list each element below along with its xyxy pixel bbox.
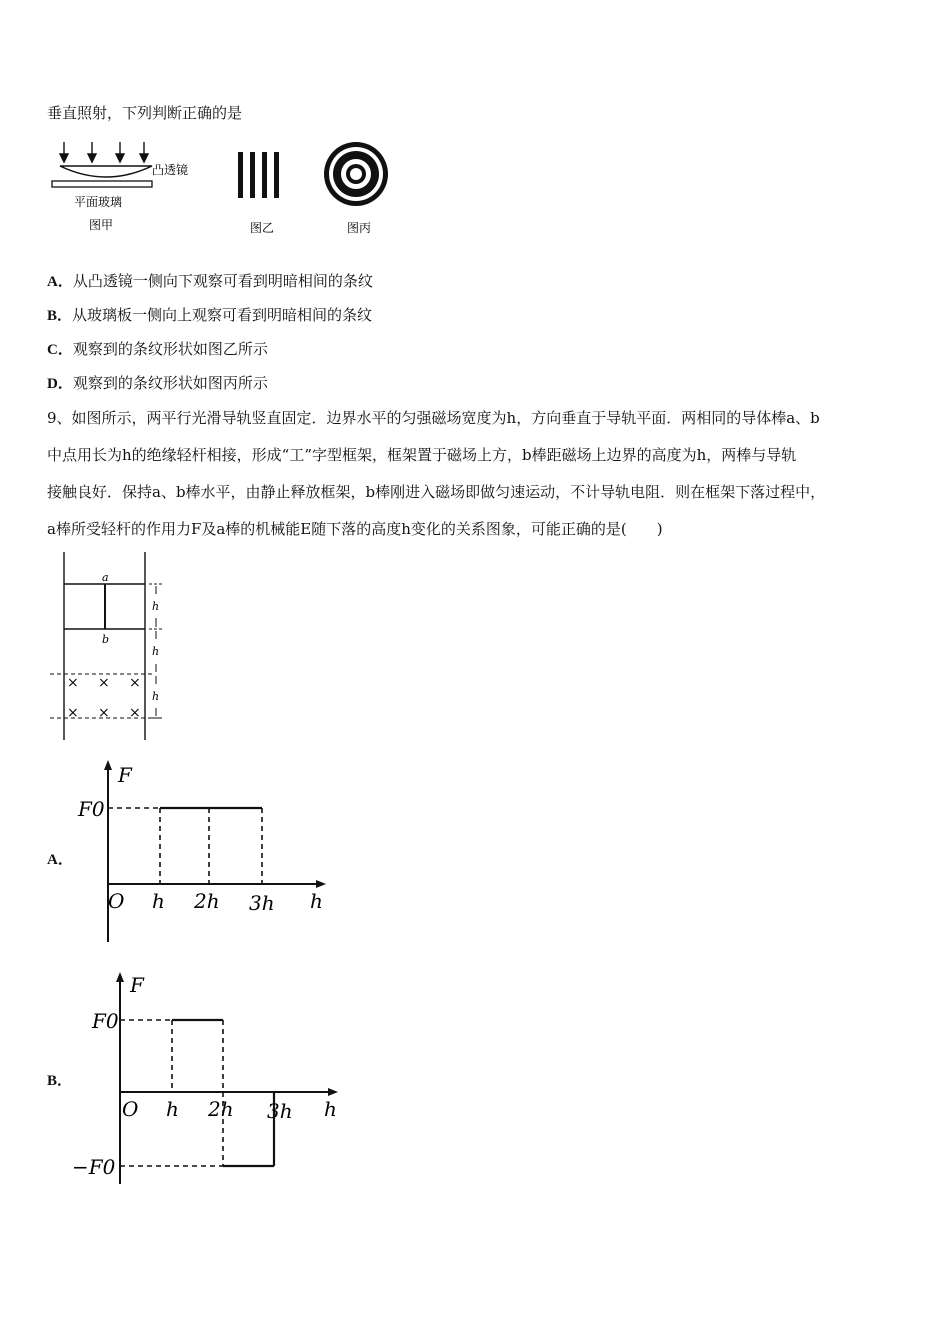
graph-b-svg [70, 970, 350, 1186]
caption-jia: 图甲 [89, 218, 114, 232]
lens-label: 凸透镜 [152, 163, 189, 177]
svg-text:×: × [98, 705, 110, 721]
h-label-top: h [152, 600, 160, 613]
figure-q8-svg [44, 136, 404, 242]
graph-b-tick-2h: 2h [208, 1097, 234, 1121]
svg-text:×: × [98, 675, 110, 691]
option-c-label: C． [47, 342, 73, 358]
caption-bing: 图丙 [347, 221, 372, 235]
graph-b-origin: O [122, 1097, 139, 1121]
graph-b-neg-f0-label: −F0 [72, 1155, 116, 1179]
svg-text:×: × [67, 675, 79, 691]
q9-line-3: 接触良好．保持a、b棒水平，由静止释放框架，b棒刚进入磁场即做匀速运动，不计导轨电阻．则在框架下落过程中， [47, 483, 826, 501]
option-b-text: 从玻璃板一侧向上观察可看到明暗相间的条纹 [72, 306, 373, 324]
option-d-label: D． [47, 376, 73, 392]
option-a-label: A． [47, 274, 73, 290]
option-b [47, 304, 372, 325]
convex-lens [60, 166, 152, 177]
option-d-text: 观察到的条纹形状如图丙所示 [72, 374, 268, 392]
graph-b-f0-label: F0 [92, 1009, 119, 1033]
option-a-text: 从凸透镜一侧向下观察可看到明暗相间的条纹 [72, 272, 373, 290]
figure-q8 [44, 136, 404, 242]
h-label-middle: h [152, 645, 160, 658]
graph-a-tick-3h: 3h [249, 891, 275, 915]
graph-a-svg [72, 758, 334, 944]
graph-a-tick-2h: 2h [194, 889, 220, 913]
magnetic-field-marks [67, 675, 141, 721]
straight-fringes [238, 152, 279, 198]
graph-b-option-label: B． [47, 1073, 73, 1089]
graph-b-y-label: F [130, 973, 144, 997]
q9-line-2: 中点用长为h的绝缘轻杆相接，形成“工”字型框架，框架置于磁场上方，b棒距磁场上边界的高度为h，两棒与导轨 [47, 446, 797, 464]
h-label-bottom: h [152, 690, 160, 703]
rod-b-label: b [102, 633, 110, 646]
graph-a-f0-label: F0 [78, 797, 105, 821]
incident-light-arrows [60, 142, 148, 162]
graph-b-tick-3h: 3h [267, 1099, 293, 1123]
graph-b-tick-h: h [166, 1097, 179, 1121]
graph-a-tick-h: h [152, 889, 165, 913]
rod-a-label: a [102, 571, 109, 584]
svg-text:×: × [129, 705, 141, 721]
ring-fringes [324, 142, 388, 206]
graph-b-x-label: h [324, 1097, 337, 1121]
figure-q9 [44, 550, 174, 742]
question-intro-text: 垂直照射，下列判断正确的是 [47, 104, 243, 122]
graph-b-y-arrow [116, 972, 124, 982]
svg-text:×: × [67, 705, 79, 721]
graph-a-y-arrow [104, 760, 112, 770]
q9-line-1: 9、如图所示，两平行光滑导轨竖直固定．边界水平的匀强磁场宽度为h，方向垂直于导轨平面．两相同的导体棒a、b [47, 409, 820, 427]
graph-a-x-label: h [310, 889, 323, 913]
graph-a-origin: O [108, 889, 125, 913]
flat-glass-plate [52, 181, 152, 187]
svg-text:×: × [129, 675, 141, 691]
graph-b [70, 970, 350, 1186]
glass-label: 平面玻璃 [74, 195, 123, 209]
graph-a-y-label: F [118, 763, 132, 787]
graph-a-x-arrow [316, 880, 326, 888]
graph-a-option-label: A． [47, 852, 73, 868]
figure-q9-svg [44, 550, 174, 742]
option-b-label: B． [47, 308, 73, 324]
caption-yi: 图乙 [250, 221, 275, 235]
option-c [47, 338, 268, 359]
option-d [47, 372, 268, 393]
graph-b-x-arrow [328, 1088, 338, 1096]
q9-line-4: a棒所受轻杆的作用力F及a棒的机械能E随下落的高度h变化的关系图象，可能正确的是( ) [47, 520, 663, 538]
option-a [47, 270, 373, 291]
option-c-text: 观察到的条纹形状如图乙所示 [72, 340, 268, 358]
graph-a [72, 758, 334, 944]
